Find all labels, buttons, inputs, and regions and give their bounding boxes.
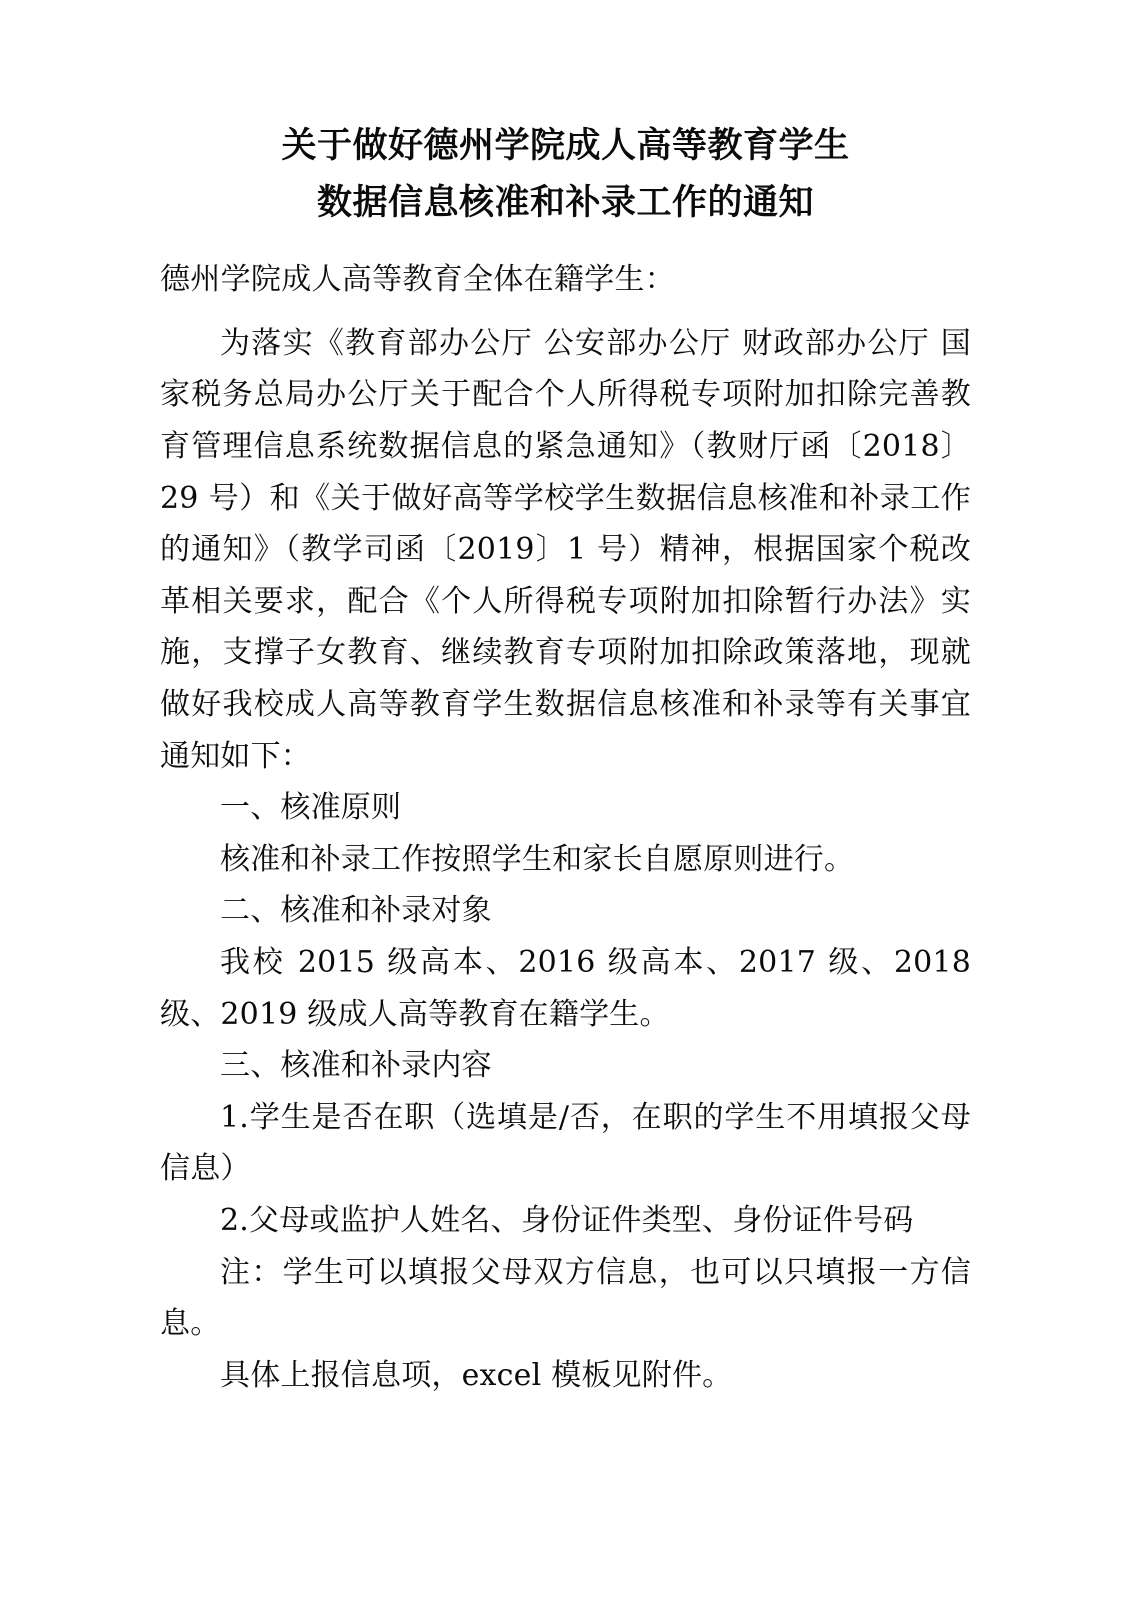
paragraph-note: 注：学生可以填报父母双方信息，也可以只填报一方信息。: [160, 1254, 971, 1342]
page-title-line-2: 数据信息核准和补录工作的通知: [316, 181, 814, 223]
paragraph-template: 具体上报信息项，excel 模板见附件。: [220, 1357, 733, 1393]
paragraph-principle: 核准和补录工作按照学生和家长自愿原则进行。: [220, 841, 855, 877]
heading-target: 二、核准和补录对象: [220, 893, 492, 929]
page-title: [160, 118, 971, 231]
heading-principle: 一、核准原则: [220, 790, 402, 826]
paragraph-content-item-1: 1.学生是否在职（选填是/否，在职的学生不用填报父母信息）: [160, 1099, 971, 1187]
page-title-line-1: 关于做好德州学院成人高等教育学生: [281, 125, 850, 166]
heading-content: 三、核准和补录内容: [220, 1048, 492, 1084]
paragraph-target: 我校 2015 级高本、2016 级高本、2017 级、2018 级、2019 级成人高等教育在籍学生。: [160, 945, 971, 1032]
salutation: 德州学院成人高等教育全体在籍学生：: [160, 262, 676, 298]
paragraph-background: 为落实《教育部办公厅 公安部办公厅 财政部办公厅 国家税务总局办公厅关于配合个人所得税专项附加扣除完善教育管理信息系统数据信息的紧急通知》（教财厅函〔2018〕29 号）和《关于做好高等学校学生数据信息核准和补录工作的通知》（教学司函〔2019〕1 号）精神，根据国家个税改革相关要求，配合《个人所得税专项附加扣除暂行办法》实施，支撑子女教育、继续教育专项附加扣除政策落地，现就做好我校成人高等教育学生数据信息核准和补录等有关事宜通知如下：: [160, 325, 971, 774]
paragraph-content-item-2: 2.父母或监护人姓名、身份证件类型、身份证件号码: [220, 1202, 914, 1238]
document-body: [160, 318, 971, 1401]
